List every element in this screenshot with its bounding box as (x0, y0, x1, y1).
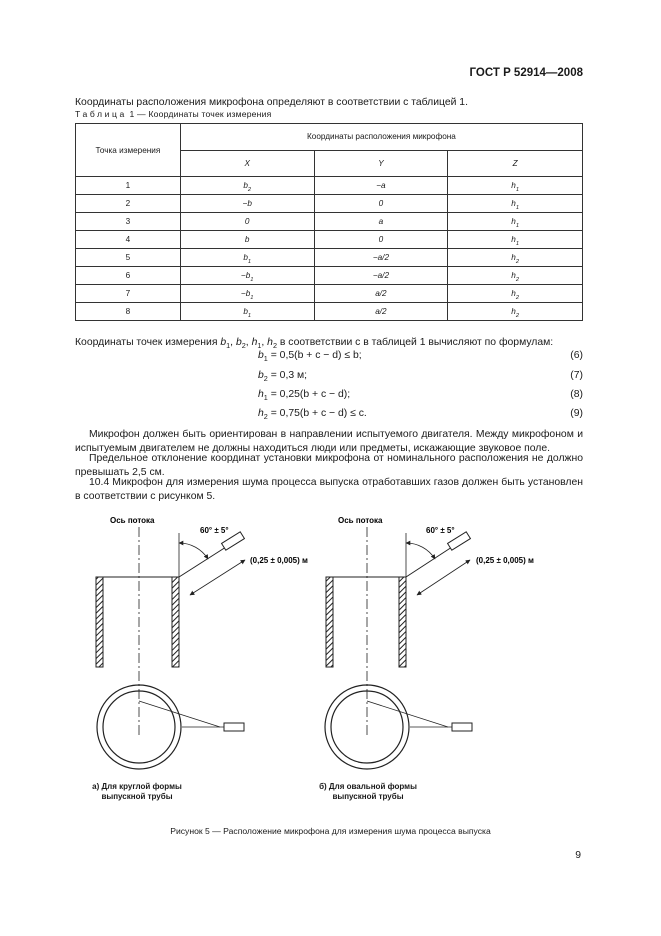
microphone-direction (179, 547, 226, 577)
cell-z-subscript: 2 (515, 277, 520, 283)
cell-z (448, 195, 583, 213)
point-number: 3 (76, 213, 181, 231)
cell-y (314, 213, 448, 231)
cell-z (448, 213, 583, 231)
comma: , (230, 337, 236, 348)
table-row (76, 267, 583, 285)
formula (258, 350, 362, 361)
cell-z (448, 267, 583, 285)
cell-x (180, 249, 314, 267)
cell-x (180, 267, 314, 285)
point-number: 2 (76, 195, 181, 213)
formula-lhs: b (258, 350, 264, 361)
cell-x-value: 0 (244, 217, 250, 226)
cell-y (314, 249, 448, 267)
cell-z-value: h (511, 235, 516, 244)
cell-z (448, 177, 583, 195)
formula-lhs-subscript: 1 (263, 393, 268, 402)
distance-dimension (417, 560, 470, 595)
angle-arc (406, 543, 435, 559)
cell-y-value: −a/2 (372, 253, 389, 262)
comma: , (261, 337, 268, 348)
var-h2: h (267, 337, 273, 348)
cell-z-subscript: 1 (515, 205, 520, 211)
cell-z-subscript: 1 (515, 187, 520, 193)
point-number: 1 (76, 177, 181, 195)
pipe-wall-left (326, 577, 333, 667)
cell-y-value: a (378, 217, 384, 226)
table-row (76, 231, 583, 249)
cell-x-value: b (243, 181, 248, 190)
figure-a (96, 516, 308, 769)
formula (258, 389, 350, 400)
cell-z-subscript: 1 (515, 241, 520, 247)
paragraph-orientation: Микрофон должен быть ориентирован в направлении испытуемого двигателя. Между микрофоном и испытуемым двигателем не должны находиться люди или предметы, искажающие звуковое поле. (75, 429, 583, 454)
cell-y (314, 195, 448, 213)
cell-z-value: h (511, 181, 516, 190)
formula-lhs: h (258, 389, 264, 400)
cell-y (314, 267, 448, 285)
distance-label: (0,25 ± 0,005) м (476, 556, 534, 565)
cell-x-value: −b (240, 271, 251, 280)
formula-lhs: h (258, 408, 264, 419)
coordinates-table (75, 123, 583, 321)
var-b2: b (235, 337, 242, 348)
formula-number: (6) (570, 350, 583, 361)
cell-y (314, 285, 448, 303)
var-b1: b (220, 337, 227, 348)
cell-y-value: a/2 (375, 289, 387, 298)
formula-rhs: = 0,3 м; (267, 370, 308, 381)
pipe-wall-left (96, 577, 103, 667)
formula-rhs: = 0,75(b + c − d) ≤ c. (267, 408, 367, 419)
sub-2: 2 (241, 341, 246, 350)
paragraph-10-4: 10.4 Микрофон для измерения шума процесса выпуска отработавших газов должен быть установлен в соответствии с рисунком 5. (75, 477, 583, 502)
cell-y-value: 0 (378, 199, 384, 208)
cell-x-value: b (243, 307, 248, 316)
formula (258, 408, 367, 419)
formulas-intro (75, 336, 553, 350)
point-number: 5 (76, 249, 181, 267)
cell-y-value: −a (376, 181, 386, 190)
cell-x-value: −b (242, 199, 252, 208)
table-row (76, 195, 583, 213)
formula-number: (8) (570, 389, 583, 400)
pipe-wall-right (399, 577, 406, 667)
formula-lhs: b (258, 370, 264, 381)
sub-2: 2 (272, 341, 277, 350)
table-header-row (76, 124, 583, 151)
coords-header: Координаты расположения микрофона (180, 124, 582, 151)
cell-z-subscript: 2 (515, 259, 520, 265)
cell-x-subscript: 1 (250, 295, 254, 301)
flow-axis-label: Ось потока (338, 516, 383, 525)
intro-text: Координаты расположения микрофона определяют в соответствии с таблицей 1. (75, 97, 468, 108)
table-caption-prefix: Таблица (75, 109, 127, 119)
point-number: 4 (76, 231, 181, 249)
cell-y-value: a/2 (375, 307, 387, 316)
col-x-header: X (180, 150, 314, 177)
cell-z-value: h (511, 271, 516, 280)
flow-axis-label: Ось потока (110, 516, 155, 525)
page-number: 9 (575, 850, 581, 861)
cell-z-subscript: 2 (515, 295, 520, 301)
cell-z (448, 285, 583, 303)
cell-x (180, 177, 314, 195)
figure-caption: Рисунок 5 — Расположение микрофона для измерения шума процесса выпуска (170, 826, 491, 836)
point-number: 7 (76, 285, 181, 303)
cell-z-subscript: 1 (515, 223, 520, 229)
formulas-intro-tail: в соответствии с в таблицей 1 вычисляют по формулам: (277, 337, 554, 348)
cell-z-value: h (511, 253, 516, 262)
angle-label: 60° ± 5° (426, 526, 455, 535)
distance-label: (0,25 ± 0,005) м (250, 556, 308, 565)
cell-y (314, 231, 448, 249)
subfigure-b-line2: выпускной трубы (332, 792, 404, 801)
sub-1: 1 (226, 341, 231, 350)
cell-x-value: b (243, 253, 248, 262)
cell-x-value: −b (240, 289, 251, 298)
formula-rhs: = 0,5(b + c − d) ≤ b; (267, 350, 362, 361)
comma: , (245, 337, 252, 348)
point-number: 6 (76, 267, 181, 285)
cell-y-value: −a/2 (372, 271, 389, 280)
cell-x (180, 195, 314, 213)
formula-rhs: = 0,25(b + c − d); (267, 389, 351, 400)
subfigure-b-line1: б) Для овальной формы (319, 782, 417, 791)
formula-lhs-subscript: 2 (263, 374, 268, 383)
table-row (76, 303, 583, 321)
figure-b (325, 516, 534, 769)
table-row (76, 177, 583, 195)
cell-x (180, 213, 314, 231)
cell-y (314, 177, 448, 195)
cell-x-value: b (244, 235, 250, 244)
cell-z-value: h (511, 289, 516, 298)
angle-arc (179, 543, 208, 559)
formula-lhs-subscript: 2 (263, 412, 268, 421)
microphone-plan-icon (224, 723, 244, 731)
subfigure-b-label (298, 782, 438, 802)
document-header: ГОСТ Р 52914—2008 (469, 67, 583, 79)
cell-z-value: h (511, 217, 516, 226)
table-caption (75, 109, 271, 119)
formulas-intro-text: Координаты точек измерения (75, 337, 221, 348)
cell-z (448, 303, 583, 321)
subfigure-a-label (72, 782, 202, 802)
sub-1: 1 (257, 341, 262, 350)
cell-z (448, 231, 583, 249)
cell-x (180, 303, 314, 321)
cell-x (180, 231, 314, 249)
subfigure-a-line2: выпускной трубы (101, 792, 173, 801)
formula-number: (9) (570, 408, 583, 419)
angle-label: 60° ± 5° (200, 526, 229, 535)
cell-x-subscript: 2 (247, 187, 252, 193)
cell-z-value: h (511, 307, 516, 316)
figure-5-drawing (0, 505, 661, 805)
formula-lhs-subscript: 1 (263, 354, 268, 363)
cell-y (314, 303, 448, 321)
table-row (76, 213, 583, 231)
table-row (76, 249, 583, 267)
table-row (76, 285, 583, 303)
cell-x-subscript: 1 (250, 277, 254, 283)
cell-x (180, 285, 314, 303)
cell-z-value: h (511, 199, 516, 208)
cell-z (448, 249, 583, 267)
point-header: Точка измерения (76, 124, 181, 177)
col-z-header: Z (448, 150, 583, 177)
subfigure-a-line1: а) Для круглой формы (92, 782, 182, 791)
point-number: 8 (76, 303, 181, 321)
microphone-plan-icon (452, 723, 472, 731)
cell-z-subscript: 2 (515, 313, 520, 319)
formula-number: (7) (570, 370, 583, 381)
pipe-wall-right (172, 577, 179, 667)
cell-x-subscript: 1 (247, 313, 252, 319)
cell-y-value: 0 (378, 235, 384, 244)
col-y-header: Y (314, 150, 448, 177)
var-h1: h (251, 337, 258, 348)
table-caption-rest: 1 — Координаты точек измерения (126, 109, 272, 119)
formula (258, 370, 307, 381)
paragraph-tolerance: Предельное отклонение координат установки микрофона от номинального расположения не должно превышать 2,5 см. (75, 453, 583, 478)
cell-x-subscript: 1 (247, 259, 252, 265)
